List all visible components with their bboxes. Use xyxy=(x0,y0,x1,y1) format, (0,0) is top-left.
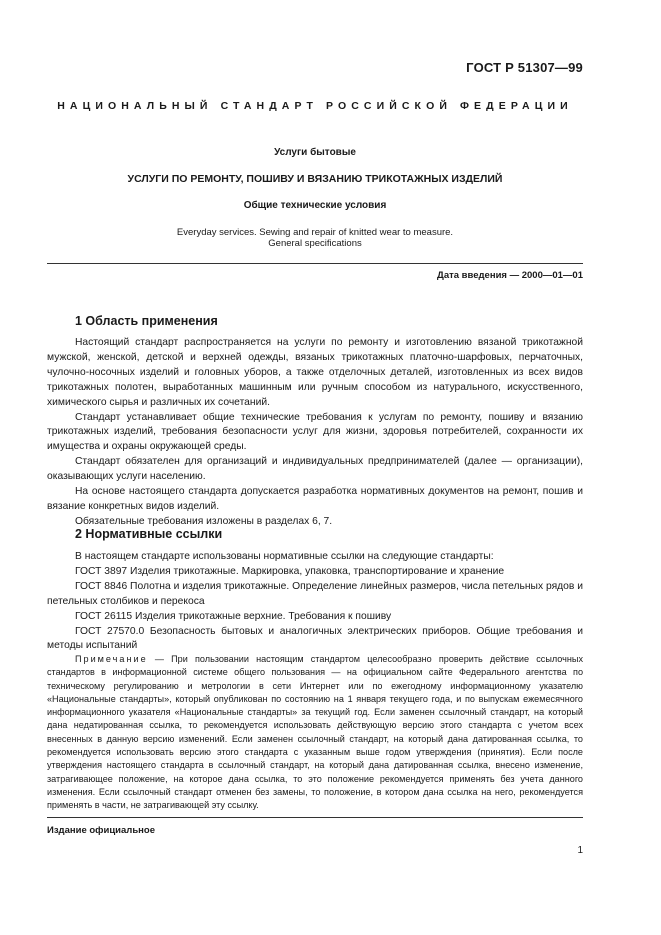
section-2-paragraph: В настоящем стандарте использованы нормативные ссылки на следующие стандарты: xyxy=(75,551,494,562)
english-title-line-2: General specifications xyxy=(268,238,362,249)
document-subtitle: Общие технические условия xyxy=(243,200,387,211)
reference-gost-27570: ГОСТ 27570.0 Безопасность бытовых и аналогичных электрических приборов. Общие требования и методы испытаний xyxy=(47,625,583,652)
reference-gost-8846: ГОСТ 8846 Полотна и изделия трикотажные. Определение линейных размеров, числа петельных рядов и петельных столбиков и перекоса xyxy=(47,580,583,607)
header-divider xyxy=(47,263,583,264)
page-number: 1 xyxy=(577,845,583,856)
section-2-heading: 2 Нормативные ссылки xyxy=(75,527,223,541)
section-1-body xyxy=(47,336,583,530)
reference-gost-3897: ГОСТ 3897 Изделия трикотажные. Маркировка, упаковка, транспортирование и хранение xyxy=(75,565,505,577)
document-category: Услуги бытовые xyxy=(274,147,356,158)
section-1-paragraph: Настоящий стандарт распространяется на услуги по ремонту и изготовлению вязаной трикотажной мужской, женской, детской и верхней одежды, вязаных трикотажных платочно-шарфовых, перчаточных, чулочно-носочных изделий и головных уборов, а также отделочных деталей, изготовленных из всех видов трикотажных полотен, выработанных машинным или ручным способом из натурального, искусственного, химического сырья и различных их сочетаний. xyxy=(47,337,583,408)
national-standard-heading: НАЦИОНАЛЬНЫЙ СТАНДАРТ РОССИЙСКОЙ ФЕДЕРАЦИИ xyxy=(57,100,573,112)
reference-gost-26115: ГОСТ 26115 Изделия трикотажные верхние. Требования к пошиву xyxy=(75,610,392,622)
note-block xyxy=(47,653,583,813)
document-title: УСЛУГИ ПО РЕМОНТУ, ПОШИВУ И ВЯЗАНИЮ ТРИКОТАЖНЫХ ИЗДЕЛИЙ xyxy=(127,173,503,185)
footer-divider xyxy=(47,817,583,818)
section-2-body xyxy=(47,550,583,654)
introduction-date: Дата введения — 2000—01—01 xyxy=(437,270,583,281)
english-title xyxy=(47,227,583,249)
standard-id: ГОСТ Р 51307—99 xyxy=(466,60,583,75)
note-label: Примечание xyxy=(75,654,148,664)
section-1-heading: 1 Область применения xyxy=(75,314,218,328)
section-1-paragraph: Стандарт устанавливает общие технические требования к услугам по ремонту, пошиву и вязанию трикотажных изделий, требования безопасности услуг для жизни, здоровья потребителей, сохранности их имущества и охраны окружающей среды. xyxy=(47,411,583,453)
section-1-paragraph: Стандарт обязателен для организаций и индивидуальных предпринимателей (далее — организации), оказывающих услуги населению. xyxy=(47,456,583,483)
note-text: — При пользовании настоящим стандартом целесообразно проверить действие ссылочных стандартов в информационной системе общего пользования — на официальном сайте Федерального агентства по техническому регулированию и метрологии в сети Интернет или по ежегодному информационному указателю «Национальные стандарты», который опубликован по состоянию на 1 января текущего года, и по выпускам ежемесячного информационного указателя «Национальные стандарты» за текущий год. Если заменен ссылочный стандарт, на который дана недатированная ссылка, то рекомендуется использовать действующую версию этого стандарта с учетом всех внесенных в данную версию изменений. Если заменен ссылочный стандарт, на который дана датированная ссылка, то рекомендуется использовать версию этого стандарта с указанным выше годом утверждения (принятия). Если после утверждения настоящего стандарта в ссылочный стандарт, на который дана датированная ссылка, внесено изменение, затрагивающее положение, на которое дана ссылка, то это положение рекомендуется применять без учета данного изменения. Если ссылочный стандарт отменен без замены, то положение, в котором дана ссылка на него, рекомендуется применять в части, не затрагивающей эту ссылку. xyxy=(47,654,583,811)
section-1-paragraph: Обязательные требования изложены в разделах 6, 7. xyxy=(75,515,333,527)
official-edition-label: Издание официальное xyxy=(47,825,155,836)
section-1-paragraph: На основе настоящего стандарта допускается разработка нормативных документов на ремонт, пошив и вязание конкретных видов изделий. xyxy=(47,486,583,512)
english-title-line-1: Everyday services. Sewing and repair of knitted wear to measure. xyxy=(176,227,454,238)
